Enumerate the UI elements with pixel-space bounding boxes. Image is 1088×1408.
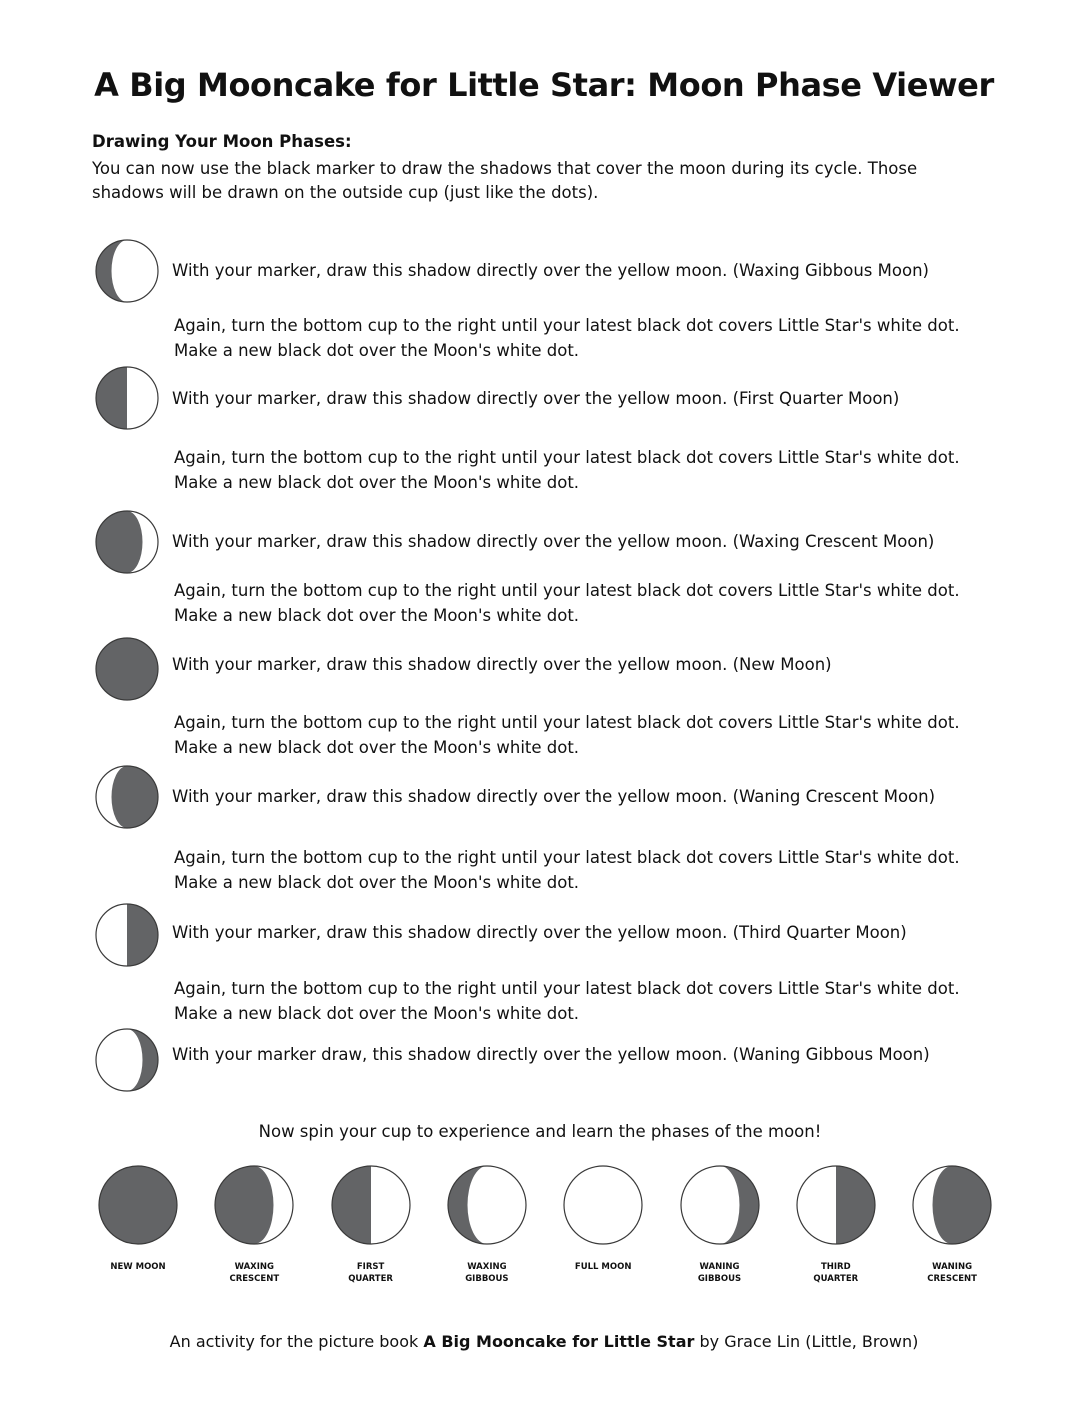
- moon-shadow: [96, 367, 127, 429]
- spin-instruction: Now spin your cup to experience and learn the phases of the moon!: [258, 1122, 822, 1141]
- turn-cup-line-1: Again, turn the bottom cup to the right until your latest black dot covers Little Star's white dot.: [174, 713, 960, 732]
- step-instruction: With your marker, draw this shadow directly over the yellow moon. (New Moon): [172, 655, 832, 674]
- phase-moon-icon: [911, 1164, 993, 1246]
- phase-moon-icon: [446, 1164, 528, 1246]
- turn-cup-instruction: [174, 313, 960, 363]
- phase-moon-icon: [562, 1164, 644, 1246]
- turn-cup-line-2: Make a new black dot over the Moon's white dot.: [174, 873, 580, 892]
- turn-cup-line-2: Make a new black dot over the Moon's white dot.: [174, 341, 580, 360]
- footer-book-title: A Big Mooncake for Little Star: [423, 1332, 695, 1351]
- footer-prefix: An activity for the picture book: [169, 1332, 424, 1351]
- step-moon-icon: [94, 902, 160, 968]
- moon-shadow: [332, 1166, 371, 1244]
- turn-cup-line-2: Make a new black dot over the Moon's white dot.: [174, 738, 580, 757]
- turn-cup-instruction: [174, 845, 960, 895]
- phase-moon-icon: [679, 1164, 761, 1246]
- moon-shadow: [836, 1166, 875, 1244]
- moon-shadow: [215, 1166, 274, 1244]
- step-moon-icon: [94, 365, 160, 431]
- step-moon-icon: [94, 1027, 160, 1093]
- step-moon-icon: [94, 764, 160, 830]
- phase-moon-icon: [213, 1164, 295, 1246]
- step-moon-icon: [94, 636, 160, 702]
- step-instruction: With your marker, draw this shadow directly over the yellow moon. (Waxing Gibbous Moon): [172, 261, 929, 280]
- step-instruction: With your marker, draw this shadow directly over the yellow moon. (Waxing Crescent Moon): [172, 532, 935, 551]
- phase-moon-icon: [795, 1164, 877, 1246]
- turn-cup-instruction: [174, 710, 960, 760]
- section-heading: Drawing Your Moon Phases:: [92, 132, 352, 151]
- step-moon-icon: [94, 238, 160, 304]
- turn-cup-line-2: Make a new black dot over the Moon's white dot.: [174, 1004, 580, 1023]
- turn-cup-instruction: [174, 445, 960, 495]
- phase-moon-icon: [330, 1164, 412, 1246]
- step-instruction: With your marker, draw this shadow directly over the yellow moon. (Third Quarter Moon): [172, 923, 907, 942]
- phase-moon-icon: [97, 1164, 179, 1246]
- phase-label: FIRST QUARTER: [348, 1262, 393, 1284]
- moon-shadow: [933, 1166, 992, 1244]
- phase-label: NEW MOON: [110, 1262, 166, 1272]
- step-instruction: With your marker, draw this shadow directly over the yellow moon. (Waning Crescent Moon): [172, 787, 936, 806]
- step-instruction: With your marker, draw this shadow directly over the yellow moon. (First Quarter Moon): [172, 389, 900, 408]
- intro-paragraph: You can now use the black marker to draw the shadows that cover the moon during its cycle. Those shadows will be drawn on the outside cup (just like the dots).: [92, 159, 918, 202]
- step-moon-icon: [94, 509, 160, 575]
- turn-cup-line-1: Again, turn the bottom cup to the right until your latest black dot covers Little Star's white dot.: [174, 979, 960, 998]
- page-title: A Big Mooncake for Little Star: Moon Phase Viewer: [94, 66, 994, 104]
- moon-shadow: [96, 511, 143, 573]
- turn-cup-instruction: [174, 578, 960, 628]
- turn-cup-line-2: Make a new black dot over the Moon's white dot.: [174, 606, 580, 625]
- phase-label: WANING CRESCENT: [927, 1262, 977, 1284]
- phase-label: WAXING GIBBOUS: [465, 1262, 509, 1284]
- step-instruction: With your marker draw, this shadow directly over the yellow moon. (Waning Gibbous Moon): [172, 1045, 930, 1064]
- footer-suffix: by Grace Lin (Little, Brown): [694, 1332, 919, 1351]
- turn-cup-instruction: [174, 976, 960, 1026]
- turn-cup-line-1: Again, turn the bottom cup to the right until your latest black dot covers Little Star's white dot.: [174, 848, 960, 867]
- footer-credit: [0, 1332, 1088, 1351]
- phase-label: FULL MOON: [574, 1262, 632, 1272]
- moon-shadow: [112, 766, 159, 828]
- phase-label: THIRD QUARTER: [813, 1262, 859, 1284]
- turn-cup-line-1: Again, turn the bottom cup to the right until your latest black dot covers Little Star's white dot.: [174, 448, 960, 467]
- phase-label: WAXING CRESCENT: [229, 1262, 280, 1284]
- turn-cup-line-1: Again, turn the bottom cup to the right until your latest black dot covers Little Star's white dot.: [174, 581, 960, 600]
- moon-shadow: [127, 904, 158, 966]
- phase-label: WANING GIBBOUS: [697, 1262, 742, 1284]
- turn-cup-line-2: Make a new black dot over the Moon's white dot.: [174, 473, 580, 492]
- turn-cup-line-1: Again, turn the bottom cup to the right until your latest black dot covers Little Star's white dot.: [174, 316, 960, 335]
